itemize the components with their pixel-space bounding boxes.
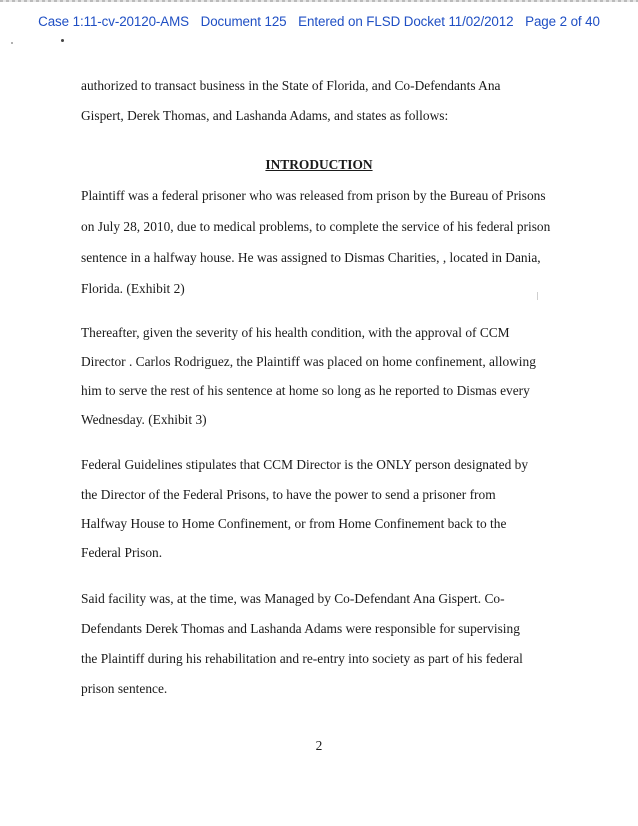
- docket-entry-date: Entered on FLSD Docket 11/02/2012: [298, 14, 514, 29]
- body-line: Defendants Derek Thomas and Lashanda Adams were responsible for supervising: [81, 621, 520, 636]
- body-line: Halfway House to Home Confinement, or from Home Confinement back to the: [81, 516, 507, 531]
- body-line: sentence in a halfway house. He was assigned to Dismas Charities, , located in Dania,: [81, 250, 541, 265]
- scan-speck: [61, 39, 64, 42]
- scan-margin-mark: [537, 292, 538, 300]
- scan-speck: [11, 42, 13, 44]
- body-line: Director . Carlos Rodriguez, the Plaintiff was placed on home confinement, allowing: [81, 354, 536, 369]
- scan-edge-line: [0, 0, 638, 2]
- body-line: authorized to transact business in the State of Florida, and Co-Defendants Ana: [81, 78, 501, 93]
- docket-header: [0, 14, 638, 29]
- body-line: Federal Prison.: [81, 545, 163, 560]
- body-line: the Director of the Federal Prisons, to have the power to send a prisoner from: [81, 487, 496, 502]
- body-line: him to serve the rest of his sentence at home so long as he reported to Dismas every: [81, 383, 530, 398]
- body-line: Federal Guidelines stipulates that CCM Director is the ONLY person designated by: [81, 457, 529, 472]
- body-line: on July 28, 2010, due to medical problems, to complete the service of his federal prison: [81, 219, 551, 234]
- body-line: the Plaintiff during his rehabilitation and re-entry into society as part of his federal: [81, 651, 523, 666]
- body-line: Gispert, Derek Thomas, and Lashanda Adams, and states as follows:: [81, 108, 449, 123]
- page-number: 2: [315, 738, 323, 753]
- body-line: Thereafter, given the severity of his health condition, with the approval of CCM: [81, 325, 510, 340]
- document-number: Document 125: [200, 14, 287, 29]
- case-number: Case 1:11-cv-20120-AMS: [38, 14, 190, 29]
- body-line: Said facility was, at the time, was Managed by Co-Defendant Ana Gispert. Co-: [81, 591, 505, 606]
- body-line: Plaintiff was a federal prisoner who was released from prison by the Bureau of Prisons: [81, 188, 546, 203]
- body-line: Florida. (Exhibit 2): [81, 281, 185, 296]
- body-line: prison sentence.: [81, 681, 168, 696]
- page-indicator: Page 2 of 40: [525, 14, 600, 29]
- section-heading: INTRODUCTION: [265, 157, 373, 172]
- body-line: Wednesday. (Exhibit 3): [81, 412, 207, 427]
